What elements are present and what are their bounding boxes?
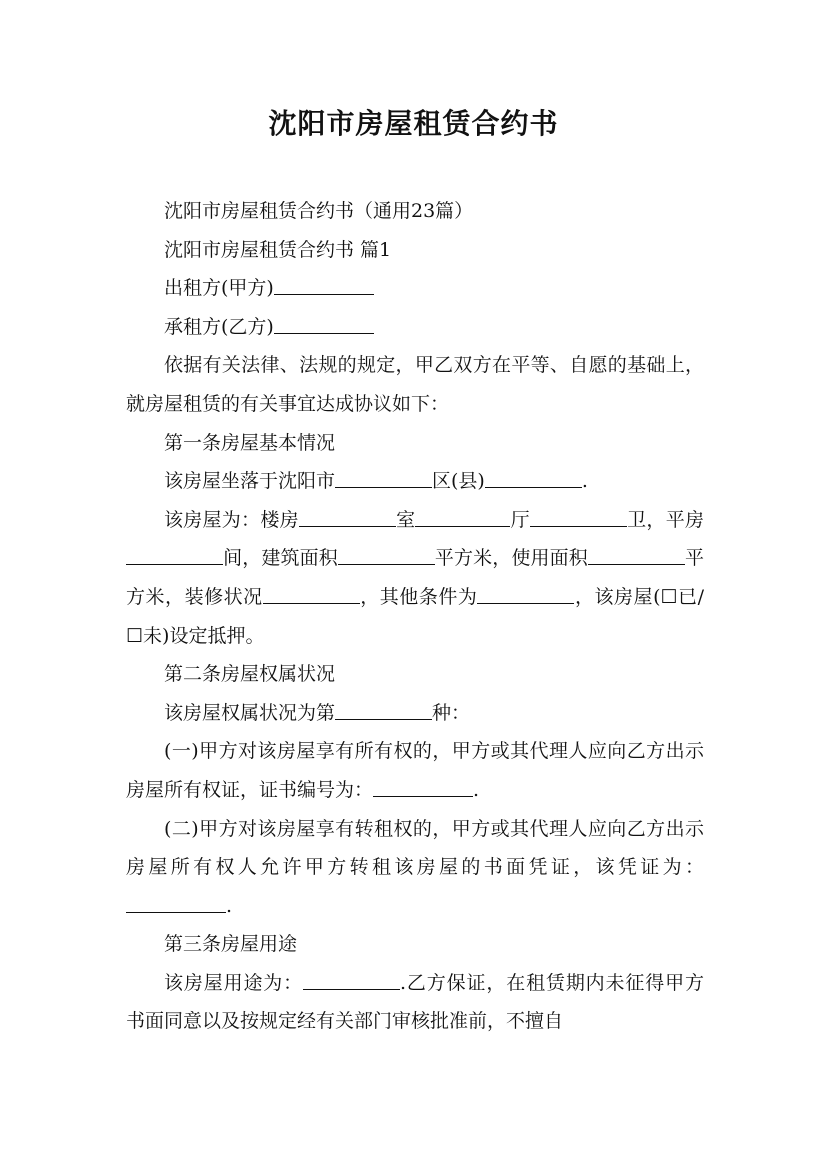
article1-location [126,462,704,501]
document-title: 沈阳市房屋租赁合约书 [268,107,559,140]
other-conditions-label: ，其他条件为 [359,585,478,608]
decoration-label: 平方米，装修状况 [126,547,704,608]
location-end: . [581,470,588,493]
article2-kind [126,694,704,733]
chapter-line [126,231,704,270]
location-label: 该房屋坐落于沈阳市 [164,470,336,493]
chapter-text: 沈阳市房屋租赁合约书 篇1 [164,238,392,261]
article3-heading [126,925,704,964]
use-text: .乙方保证，在租赁期内未征得甲方书面同意以及按规定经有关部门审核批准前，不擅自 [126,971,704,1033]
district-blank [335,465,432,488]
preamble-text: 依据有关法律、法规的规定，甲乙双方在平等、自愿的基础上，就房屋租赁的有关事宜达成协议如下： [126,354,704,415]
kind-label: 该房屋权属状况为第 [164,701,336,724]
rooms-blank [299,504,396,527]
article1-heading [126,424,704,463]
mortgage-text: ，该房屋(☐已/☐未)设定抵押。 [126,585,704,647]
halls-blank [415,504,510,527]
item1-end: . [473,778,480,801]
usable-area-blank [588,542,685,565]
built-area-label: 间，建筑面积 [223,547,338,570]
baths-label: 卫，平房 [626,508,704,531]
certificate-blank [373,774,473,797]
article1-heading-text: 第一条房屋基本情况 [164,431,336,454]
decoration-blank [263,581,360,604]
lessor-label: 出租方(甲方) [164,277,274,300]
lessor-line [126,269,704,308]
document-body [126,192,704,1041]
preamble-paragraph [126,346,704,423]
article2-item2 [126,810,704,926]
lessee-blank [274,311,374,334]
rooms-label: 室 [395,508,416,531]
usable-area-label: 平方米，使用面积 [434,547,588,570]
article2-heading [126,655,704,694]
article2-item1 [126,732,704,809]
lessee-label: 承租方(乙方) [164,315,274,338]
bungalow-blank [126,542,223,565]
layout-label: 该房屋为：楼房 [164,508,299,531]
use-label: 该房屋用途为： [164,971,304,994]
article3-heading-text: 第三条房屋用途 [164,933,298,956]
lessor-blank [274,272,374,295]
item2-text: (二)甲方对该房屋享有转租权的，甲方或其代理人应向乙方出示房屋所有权人允许甲方转租该房屋的书面凭证，该凭证为： [126,817,704,879]
kind-suffix: 种： [432,701,471,724]
article3-use [126,964,704,1041]
kind-blank [335,697,432,720]
district-label: 区(县) [432,470,485,493]
subtitle-text: 沈阳市房屋租赁合约书（通用23篇） [164,200,474,222]
article2-heading-text: 第二条房屋权属状况 [164,663,336,686]
location-blank [485,465,582,488]
voucher-blank [126,890,226,913]
built-area-blank [338,542,435,565]
subtitle-line [126,192,704,231]
baths-blank [530,504,627,527]
lessee-line [126,308,704,347]
use-blank [303,967,400,990]
halls-label: 厅 [510,508,530,531]
item1-text: (一)甲方对该房屋享有所有权的，甲方或其代理人应向乙方出示房屋所有权证，证书编号为： [126,740,704,801]
article1-layout [126,501,704,655]
other-conditions-blank [477,581,574,604]
item2-end: . [226,894,233,917]
